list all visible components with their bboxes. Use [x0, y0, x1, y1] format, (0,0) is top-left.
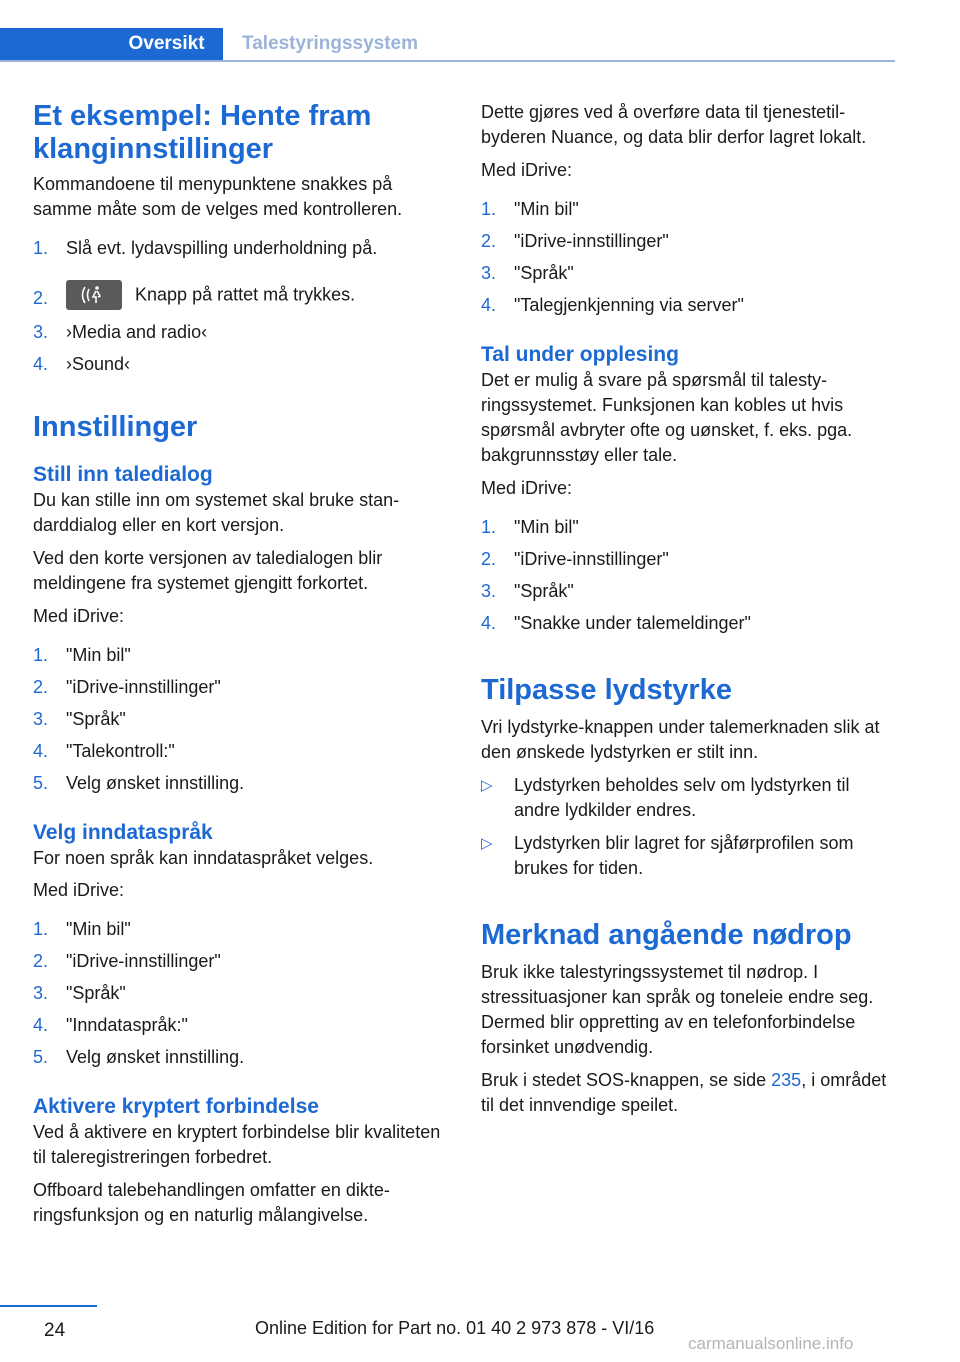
paragraph-encrypted-2: Offboard talebehandlingen omfatter en dikteringsfunksjon og en naturlig målangivelse. — [33, 1180, 390, 1225]
paragraph-input-1: For noen språk kan inndataspråket velges. — [33, 848, 374, 868]
footer-divider — [0, 1305, 97, 1307]
list-item: 3. "Språk" — [33, 709, 126, 729]
header-divider — [0, 60, 895, 62]
list-item: 2. "iDrive-innstillinger" — [481, 549, 669, 569]
paragraph-emergency-2: Bruk i stedet SOS-knappen, se side 235, i området til det innvendige speilet. — [481, 1070, 887, 1115]
list-item: ▷ Lydstyrken blir lagret for sjåførprofilen som brukes for tiden. — [481, 833, 854, 878]
paragraph-emergency-1: Bruk ikke talestyringssystemet til nødrop. I stressituasjoner kan språk og toneleie endre seg. Dermed blir oppretting av en telefonforbindelse forsinket unødvendig. — [481, 962, 874, 1057]
tab-overview[interactable]: Oversikt — [0, 28, 223, 60]
list-item: 4. "Talegjenkjenning via server" — [481, 295, 744, 315]
left-column — [33, 100, 448, 1228]
list-item: 2. "iDrive-innstillinger" — [33, 951, 221, 971]
list-item: 2. Knapp på rattet må trykkes. — [33, 280, 448, 313]
list-item: 1. Slå evt. lydavspilling underholdning på. — [33, 238, 378, 258]
list-item: 5. Velg ønsket innstilling. — [33, 1047, 245, 1067]
paragraph-dialog-2: Ved den korte versjonen av taledialogen blir meldingene fra systemet gjengitt forkortet. — [33, 548, 383, 593]
list-item: 1. "Min bil" — [481, 199, 579, 219]
list-item: 4. "Talekontroll:" — [33, 741, 175, 761]
heading-settings: Innstillinger — [33, 411, 198, 443]
edition-text: Online Edition for Part no. 01 40 2 973 878 - VI/16 — [255, 1318, 655, 1338]
paragraph-dialog-1: Du kan stille inn om systemet skal bruke standarddialog eller en kort versjon. — [33, 490, 400, 535]
server-steps — [481, 197, 896, 318]
paragraph-intro-2: Med iDrive: — [481, 160, 573, 180]
heading-volume: Tilpasse lydstyrke — [481, 674, 732, 706]
heading-talk-during-reading: Tal under opplesing — [481, 343, 679, 366]
voice-button-icon — [66, 280, 122, 310]
right-column — [481, 100, 896, 1118]
talk-steps — [481, 515, 896, 636]
page-link[interactable]: 235 — [771, 1070, 802, 1090]
page-number: 24 — [44, 1320, 66, 1341]
list-item: 3. "Språk" — [481, 581, 574, 601]
paragraph-dialog-3: Med iDrive: — [33, 606, 125, 626]
input-steps — [33, 917, 448, 1070]
list-item: 3. "Språk" — [33, 983, 126, 1003]
dialog-steps — [33, 643, 448, 796]
page-header — [0, 28, 895, 62]
paragraph-intro-1: Dette gjøres ved å overføre data til tjenestetilbyderen Nuance, og data blir derfor lagret lokalt. — [481, 102, 867, 147]
list-item: 1. "Min bil" — [33, 645, 131, 665]
paragraph-volume: Vri lydstyrke-knappen under talemerknaden slik at den ønskede lydstyrken er stilt inn. — [481, 717, 880, 762]
list-item: 1. "Min bil" — [33, 919, 131, 939]
list-item: 3. "Språk" — [481, 263, 574, 283]
list-item: 1. "Min bil" — [481, 517, 579, 537]
paragraph-encrypted-1: Ved å aktivere en kryptert forbindelse blir kvaliteten til taleregistreringen forbedret. — [33, 1122, 441, 1167]
heading-emergency: Merknad angående nødrop — [481, 919, 852, 951]
watermark: carmanualsonline.info — [688, 1334, 854, 1353]
list-item: 2. "iDrive-innstillinger" — [33, 677, 221, 697]
list-item: 5. Velg ønsket innstilling. — [33, 773, 245, 793]
heading-input-language: Velg inndataspråk — [33, 821, 213, 844]
paragraph-example: Kommandoene til menypunktene snakkes på samme måte som de velges med kontrolleren. — [33, 174, 403, 219]
list-item: 3. ›Media and radio‹ — [33, 322, 208, 342]
paragraph-talk-1: Det er mulig å svare på spørsmål til talestyringssystemet. Funksjonen kan kobles ut hvis spørsmål avbryter ofte og uønsket, f. eks. pga. bakgrunnsstøy eller tale. — [481, 370, 853, 465]
volume-bullets — [481, 773, 896, 881]
tab-voice-control[interactable]: Talestyringssystem — [242, 33, 419, 54]
paragraph-input-2: Med iDrive: — [33, 880, 125, 900]
example-steps — [33, 236, 448, 377]
list-item: 4. "Snakke under talemeldinger" — [481, 613, 751, 633]
heading-encrypted: Aktivere kryptert forbindelse — [33, 1095, 319, 1118]
list-item: ▷ Lydstyrken beholdes selv om lydstyrken til andre lydkilder endres. — [481, 775, 850, 820]
list-item: 4. ›Sound‹ — [33, 354, 131, 374]
heading-example: Et eksempel: Hente fram klanginnstillinger — [33, 100, 372, 165]
list-item: 2. "iDrive-innstillinger" — [481, 231, 669, 251]
heading-dialog: Still inn taledialog — [33, 463, 213, 486]
list-item: 4. "Inndataspråk:" — [33, 1015, 188, 1035]
paragraph-talk-2: Med iDrive: — [481, 478, 573, 498]
